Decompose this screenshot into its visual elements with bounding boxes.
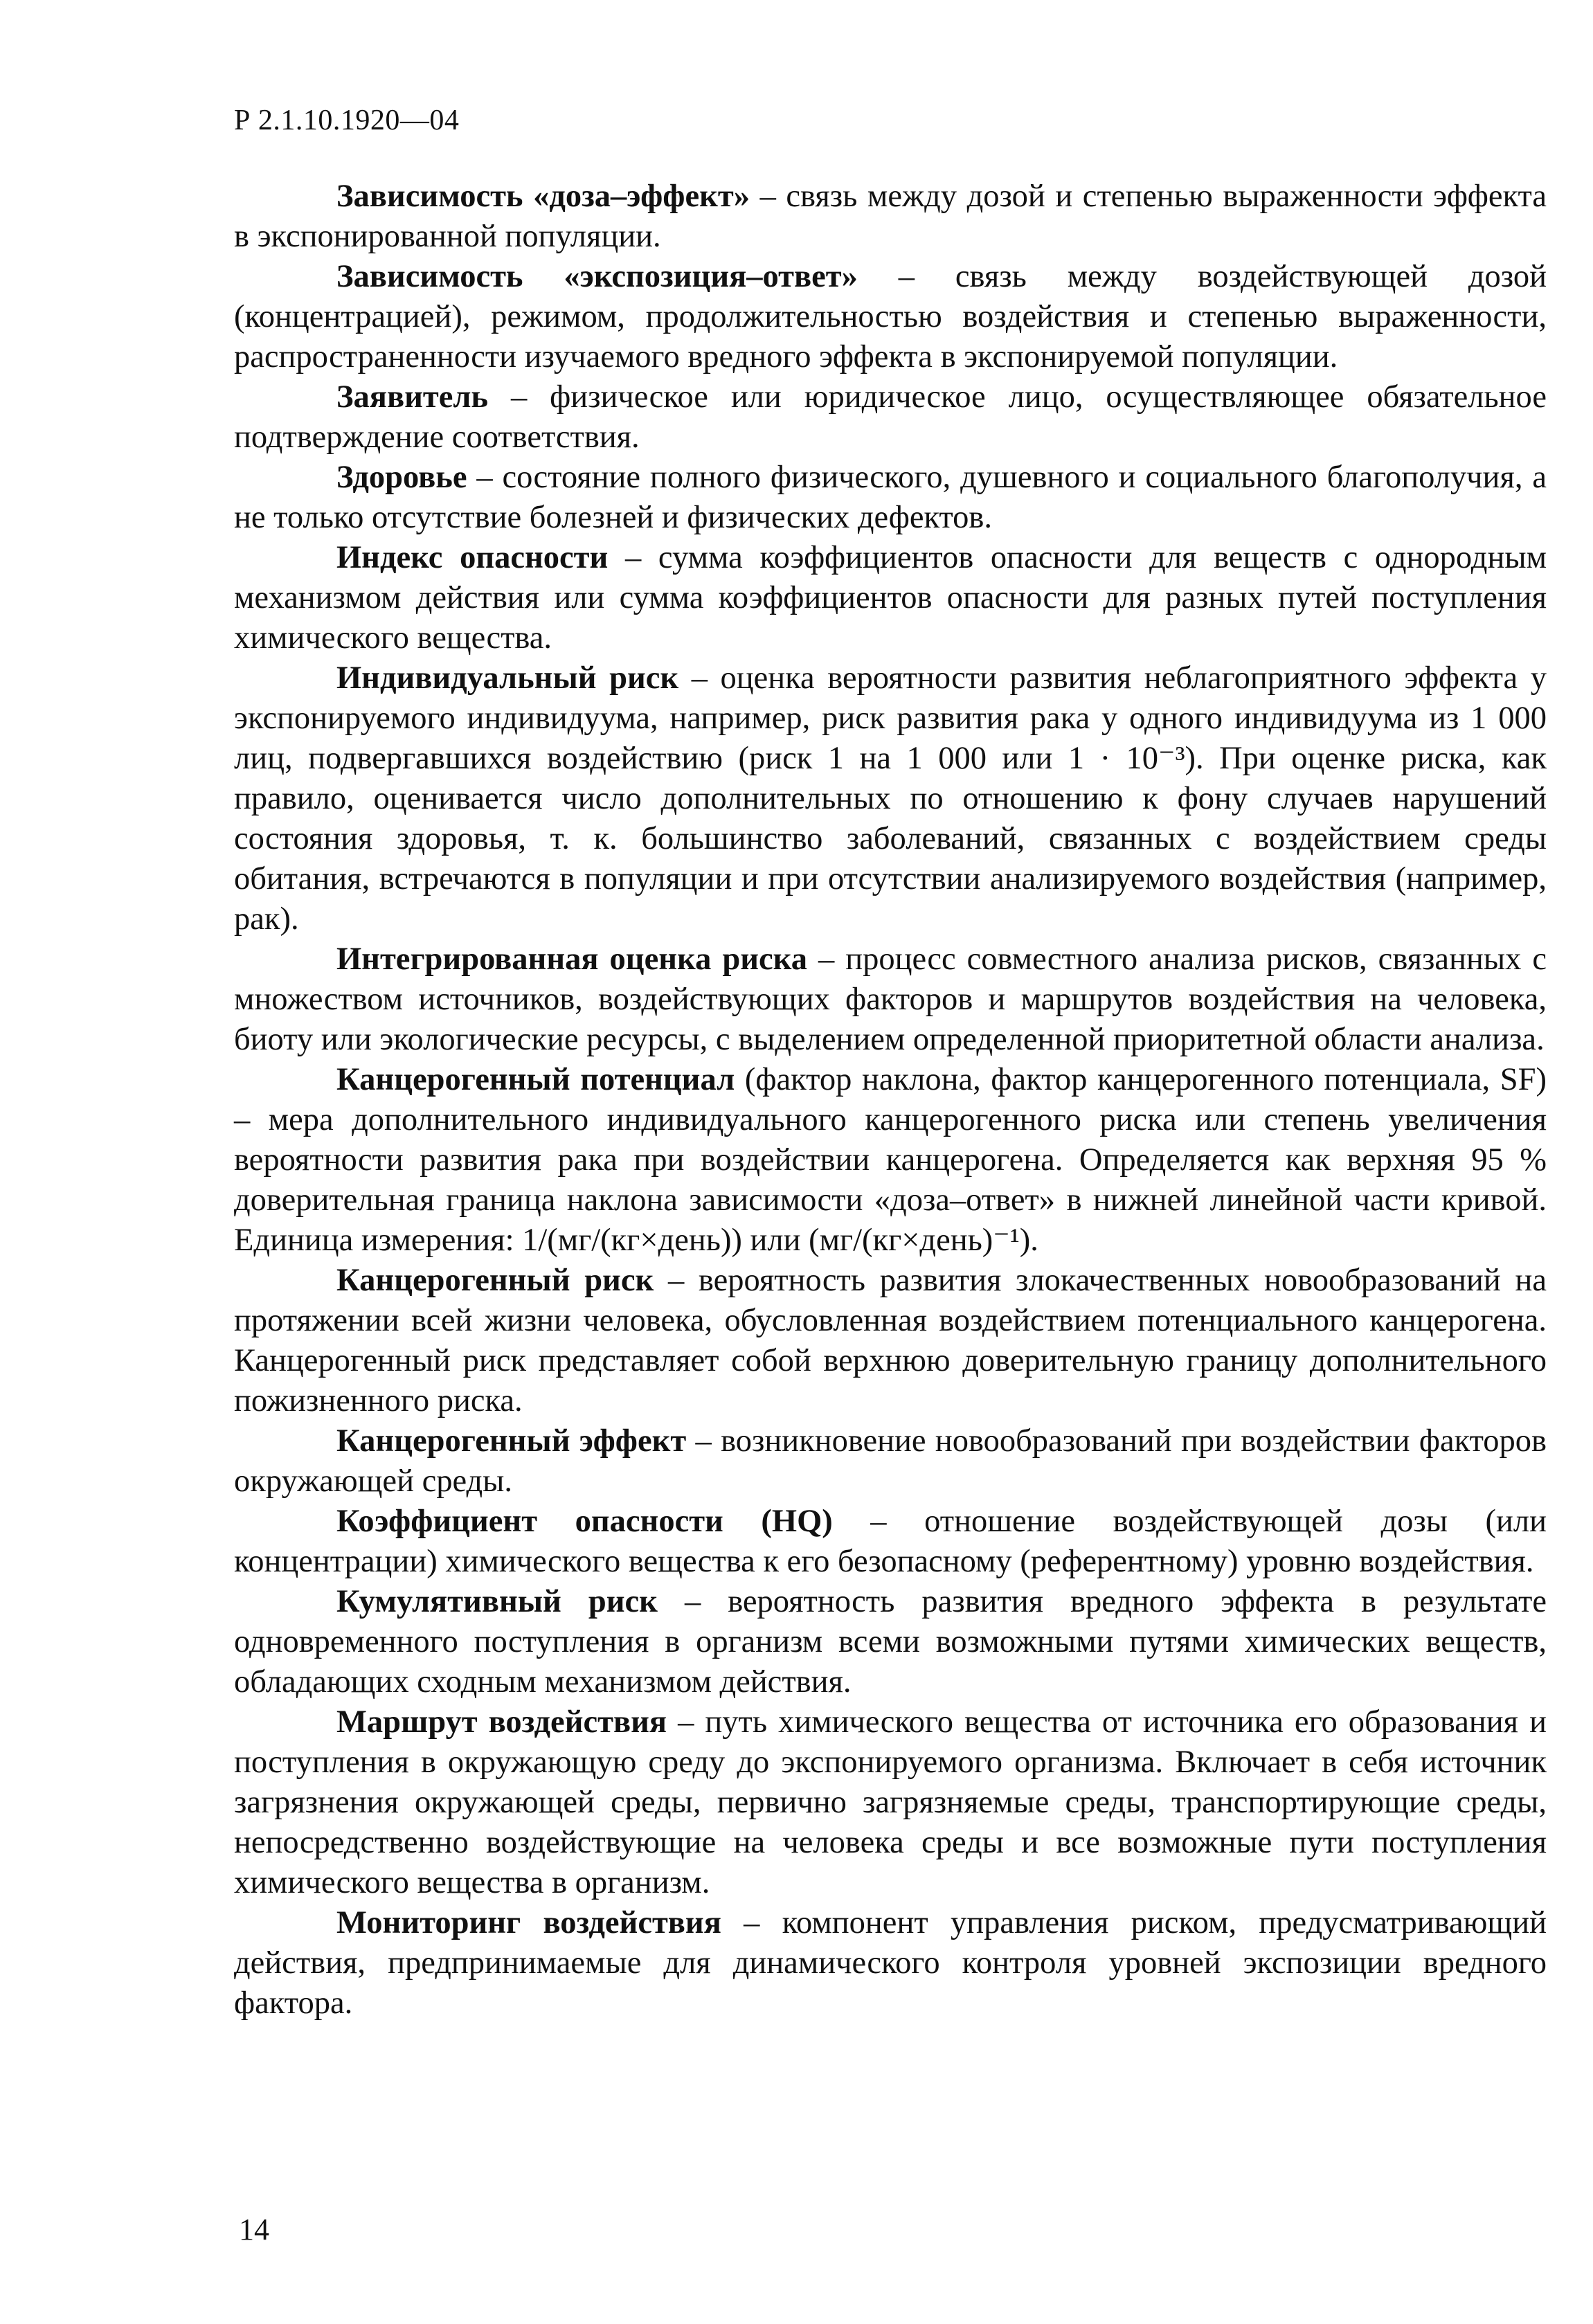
definition: – возникновение новообразований при воздействии факторов окружающей среды. bbox=[234, 1423, 1547, 1499]
definition: – отношение воздействующей дозы (или концентрации) химического вещества к его безопасному (референтному) уровню воздействия. bbox=[234, 1504, 1547, 1579]
term: Зависимость «доза–эффект» bbox=[336, 179, 750, 214]
term: Канцерогенный потенциал bbox=[336, 1062, 735, 1097]
definition: – связь между дозой и степенью выраженности эффекта в экспонированной популяции. bbox=[234, 179, 1547, 254]
definition: – состояние полного физического, душевного и социального благополучия, а не только отсутствие болезней и физических дефектов. bbox=[234, 460, 1547, 535]
glossary-entry bbox=[234, 658, 1547, 939]
term: Заявитель bbox=[336, 379, 489, 415]
term: Индекс опасности bbox=[336, 540, 609, 575]
glossary-entry bbox=[234, 1261, 1547, 1421]
definition: – оценка вероятности развития неблагоприятного эффекта у экспонируемого индивидуума, например, риск развития рака у одного индивидуума из 1 000 лиц, подвергавшихся воздействию (риск 1 на 1 000 или 1 · 10⁻³). При оценке риска, как правило, оценивается число дополнительных по отношению к фону случаев нарушений состояния здоровья, т. к. большинство заболеваний, связанных с воздействием среды обитания, встречаются в популяции и при отсутствии анализируемого воздействия (например, рак). bbox=[234, 660, 1547, 937]
glossary-entry bbox=[234, 377, 1547, 458]
glossary-entry bbox=[234, 1903, 1547, 2024]
term: Здоровье bbox=[336, 460, 467, 495]
glossary-entry bbox=[234, 1421, 1547, 1502]
glossary-entry bbox=[234, 458, 1547, 538]
glossary-entry bbox=[234, 939, 1547, 1060]
term: Канцерогенный риск bbox=[336, 1263, 654, 1298]
document-code-header: Р 2.1.10.1920—04 bbox=[234, 105, 460, 136]
glossary-entry bbox=[234, 1060, 1547, 1261]
definition: – вероятность развития злокачественных новообразований на протяжении всей жизни человека, обусловленная воздействием потенциального канцерогена. Канцерогенный риск представляет собой верхнюю доверительную границу дополнительного пожизненного риска. bbox=[234, 1263, 1547, 1418]
definition: (фактор наклона, фактор канцерогенного потенциала, SF) – мера дополнительного индивидуального канцерогенного риска или степень увеличения вероятности развития рака при воздействии канцерогена. Определяется как верхняя 95 % доверительная граница наклона зависимости «доза–ответ» в нижней линейной части кривой. Единица измерения: 1/(мг/(кг×день)) или (мг/(кг×день)⁻¹). bbox=[234, 1062, 1547, 1258]
glossary-entry bbox=[234, 257, 1547, 377]
glossary-entry bbox=[234, 1502, 1547, 1582]
definition: – путь химического вещества от источника его образования и поступления в окружающую среду до экспонируемого организма. Включает в себя источник загрязнения окружающей среды, первично загрязняемые среды, транспортирующие среды, непосредственно воздействующие на человека среды и все возможные пути поступления химического вещества в организм. bbox=[234, 1704, 1547, 1900]
glossary-entry bbox=[234, 1702, 1547, 1903]
glossary-entry bbox=[234, 177, 1547, 257]
definition: – вероятность развития вредного эффекта в результате одновременного поступления в организм всеми возможными путями химических веществ, обладающих сходным механизмом действия. bbox=[234, 1584, 1547, 1700]
glossary-entry bbox=[234, 1582, 1547, 1702]
term: Мониторинг воздействия bbox=[336, 1905, 721, 1940]
definition: – связь между воздействующей дозой (концентрацией), режимом, продолжительностью воздействия и степенью выраженности, распространенности изучаемого вредного эффекта в экспонируемой популяции. bbox=[234, 259, 1547, 375]
definition: – сумма коэффициентов опасности для веществ с однородным механизмом действия или сумма коэффициентов опасности для разных путей поступления химического вещества. bbox=[234, 540, 1547, 656]
glossary-entry bbox=[234, 538, 1547, 658]
page-number: 14 bbox=[239, 2213, 269, 2246]
glossary-body bbox=[234, 177, 1547, 2024]
term: Маршрут воздействия bbox=[336, 1704, 667, 1740]
term: Индивидуальный риск bbox=[336, 660, 679, 696]
definition: – физическое или юридическое лицо, осуществляющее обязательное подтверждение соответствия. bbox=[234, 379, 1547, 455]
term: Канцерогенный эффект bbox=[336, 1423, 687, 1459]
definition: – компонент управления риском, предусматривающий действия, предпринимаемые для динамического контроля уровней экспозиции вредного фактора. bbox=[234, 1905, 1547, 2021]
definition: – процесс совместного анализа рисков, связанных с множеством источников, воздействующих факторов и маршрутов воздействия на человека, биоту или экологические ресурсы, с выделением определенной приоритетной области анализа. bbox=[234, 942, 1547, 1057]
term: Коэффициент опасности (HQ) bbox=[336, 1504, 833, 1539]
term: Интегрированная оценка риска bbox=[336, 942, 807, 977]
term: Кумулятивный риск bbox=[336, 1584, 658, 1619]
term: Зависимость «экспозиция–ответ» bbox=[336, 259, 858, 294]
